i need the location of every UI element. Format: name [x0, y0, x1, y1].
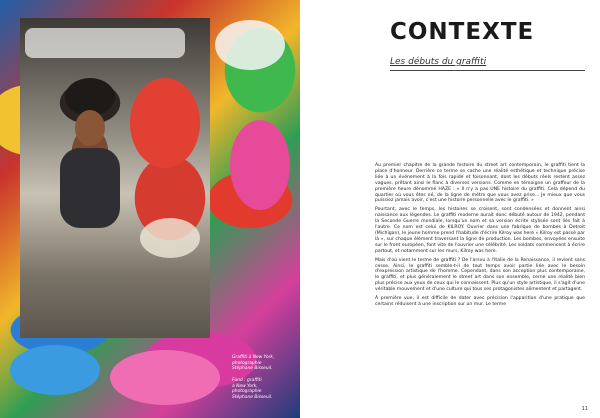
body-paragraph: Mais d'où vient le terme de graffiti ? De l'arsvu à l'Italie de la Renaissance, il revient sans cesse. Ainsi, le graffiti semble-t-il de tout temps avoir partie liée avec le besoin d'expression artistique de l'homme. Cependant, dans son acception plus contemporaine, le graffiti, et plus généralement le street art dans son ensemble, cerne une réalité bien plus précise aux yeux de ceux qui le connaissent. Plus qu'un style artistique, il s'agit d'une véritable mouvement et d'une culture qui tous ses protagonistes alimentent et partagent. — [375, 257, 585, 293]
chapter-heading: CONTEXTE — [390, 19, 535, 45]
graffiti-shape — [10, 345, 100, 395]
background-caption — [232, 378, 294, 400]
body-text — [375, 163, 585, 311]
caption-line: Graffiti à New York, — [232, 355, 275, 360]
chapter-subheading: Les débuts du graffiti — [390, 57, 487, 67]
graffiti-shape — [110, 350, 220, 405]
graffiti-tag — [140, 218, 200, 258]
text-page — [300, 0, 600, 418]
caption-line: photographie — [232, 360, 262, 366]
portrait-body — [60, 148, 120, 228]
page-number: 11 — [581, 406, 588, 412]
body-paragraph: Au premier chapitre de la grande histoire du street art contemporain, le graffiti tient la place d'honneur. Derrière ce terme se cache une réalité esthétique et technique précise liée à un événement à la fois rapide et foisonnant, dont les débuts réels restent assez vagues, prêtant ainsi le flanc à diverses versions. Comme en témoigne un graffeur de la première heure dénommé HAZE : « Il n'y a pas UNE histoire du graffiti. Cela dépend du quartier où vous êtes né, de la ligne de métro que vous avez prise... Je mieux que vous puissiez jamais avoir, c'est une histoire personnelle avec le graffiti. » — [375, 163, 585, 204]
caption-line: Stéphane Bisseuil. — [232, 366, 273, 372]
photo-caption — [232, 355, 294, 372]
caption-line: photographie — [232, 389, 262, 395]
caption-line: Fond : graffiti — [232, 378, 262, 383]
heading-rule — [390, 70, 585, 71]
inset-graffiti-photo — [20, 18, 210, 338]
graffiti-tag — [130, 78, 200, 168]
caption-line: à New York, — [232, 383, 258, 389]
body-paragraph: À première vue, il est difficile de dater avec précision l'apparition d'une pratique que certains réduisent à une inscription sur un mur. Le terme — [375, 296, 585, 307]
graffiti-tag — [25, 28, 185, 58]
graffiti-shape — [215, 20, 285, 70]
caption-line: Stéphane Bisseuil. — [232, 394, 273, 400]
portrait-face — [75, 110, 105, 146]
body-paragraph: Pourtant, avec le temps, les histoires se croisent, sont condensées et donnent ainsi naissance aux légendes. Le graffiti moderne aurait donc débuté autour de 1942, pendant la Seconde Guerre mondiale, lorsqu'un nom et sa version écrite stylisée sont liés fait à l'autre. Ce nom est celui de KILROY. Ouvrier dans une fabrique de bombes à Detroit (Michigan), le jeune homme prend l'habitude d'écrire Kilroy was here « Kilroy est passé par là », sur chaque élément traversant la ligne de production. Les bombes, envoyées ensuite sur le front européen, font vite de l'ouvrier une célébrité. Les soldats commencent à écrire partout, et notamment sur les murs, Kilroy was here. — [375, 207, 585, 254]
graffiti-shape — [230, 120, 290, 210]
